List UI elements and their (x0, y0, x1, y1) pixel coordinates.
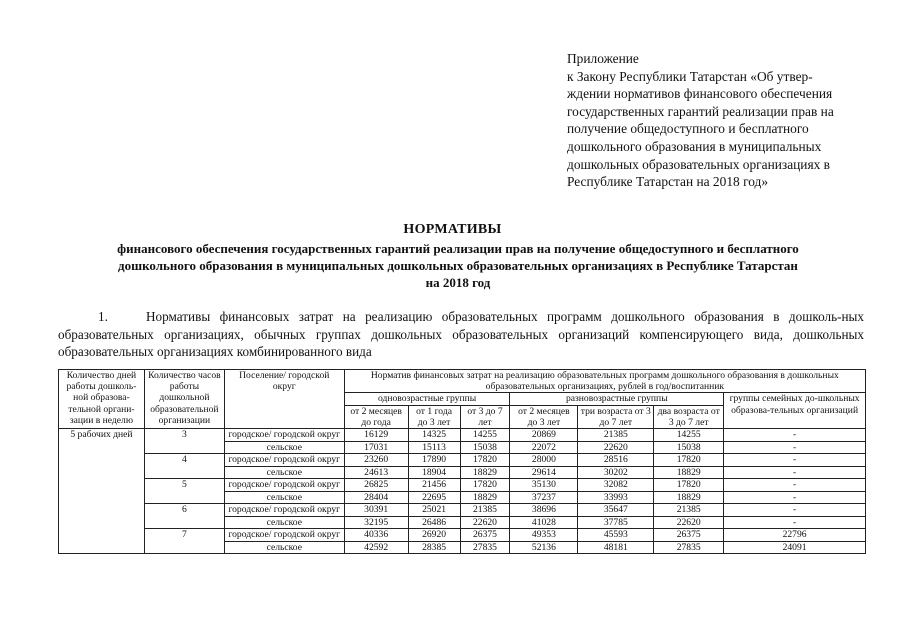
cell-value: 35647 (578, 504, 654, 517)
cell-settlement: сельское (224, 466, 344, 479)
cell-value: 27835 (460, 541, 510, 554)
cell-value: 22796 (724, 529, 866, 542)
cell-value: 17820 (460, 454, 510, 467)
subtitle-line: дошкольного образования в муниципальных дошкольных образовательных организациях в Республике Татарстан (118, 258, 798, 273)
cell-value: 37785 (578, 516, 654, 529)
cell-value: 27835 (654, 541, 724, 554)
table-row (59, 529, 866, 542)
cell-value: - (724, 454, 866, 467)
header-same-age: одновозрастные группы (344, 393, 510, 405)
cell-settlement: городское/ городской округ (224, 504, 344, 517)
cell-settlement: городское/ городской округ (224, 454, 344, 467)
cell-value: 25021 (408, 504, 460, 517)
cell-value: 52136 (510, 541, 578, 554)
cell-value: 17820 (654, 454, 724, 467)
table-row (59, 479, 866, 492)
header-mixed-age: разновозрастные группы (510, 393, 724, 405)
cell-value: 21385 (460, 504, 510, 517)
cell-value: 18829 (654, 491, 724, 504)
cell-value: 23260 (344, 454, 408, 467)
document-title: НОРМАТИВЫ (403, 222, 502, 237)
appendix-line: дошкольного образования в муниципальных (567, 138, 822, 154)
subtitle-line: финансового обеспечения государственных гарантий реализации прав на получение общедоступного и бесплатного (117, 241, 799, 256)
cell-value: 17820 (654, 479, 724, 492)
paragraph-text: Нормативы финансовых затрат на реализацию образовательных программ дошкольного образования в дошколь-ных образовательных организациях, обычных группах дошкольных образовательных организаций компенсирующего вида, дошкольных образовательных организациях комбинированного вида (58, 309, 864, 359)
cell-settlement: сельское (224, 541, 344, 554)
cell-value: 28000 (510, 454, 578, 467)
appendix-line: Приложение (567, 51, 639, 66)
cell-settlement: городское/ городской округ (224, 529, 344, 542)
appendix-line: к Закону Республики Татарстан «Об утвер- (567, 68, 813, 84)
header-col4: от 2 месяцев до 3 лет (510, 405, 578, 428)
cell-value: 14325 (408, 429, 460, 442)
cell-value: 18829 (460, 491, 510, 504)
cell-value: 18829 (654, 466, 724, 479)
header-col3: от 3 до 7 лет (460, 405, 510, 428)
cell-value: 26486 (408, 516, 460, 529)
cell-value: 18904 (408, 466, 460, 479)
cell-value: - (724, 491, 866, 504)
cell-value: 14255 (460, 429, 510, 442)
cell-value: 28404 (344, 491, 408, 504)
cell-value: - (724, 479, 866, 492)
document-subtitle (58, 240, 858, 291)
cell-value: - (724, 504, 866, 517)
cell-settlement: городское/ городской округ (224, 479, 344, 492)
cell-value: 28385 (408, 541, 460, 554)
cell-settlement: сельское (224, 441, 344, 454)
header-norm: Норматив финансовых затрат на реализацию образовательных программ дошкольного образования в дошкольных образовательных организациях, рублей в год/воспитанник (344, 370, 865, 393)
appendix-note (567, 50, 870, 191)
normatives-table (58, 369, 866, 554)
header-col5: три возраста от 3 до 7 лет (578, 405, 654, 428)
cell-value: 45593 (578, 529, 654, 542)
cell-value: 17890 (408, 454, 460, 467)
appendix-line: государственных гарантий реализации прав на (567, 103, 834, 119)
cell-value: 21456 (408, 479, 460, 492)
cell-value: 42592 (344, 541, 408, 554)
header-col6: два возраста от 3 до 7 лет (654, 405, 724, 428)
table-body (59, 429, 866, 554)
cell-hours: 7 (144, 529, 224, 554)
cell-value: 26375 (460, 529, 510, 542)
appendix-line: дошкольных образовательных организациях в (567, 156, 830, 172)
cell-value: - (724, 441, 866, 454)
cell-value: 15038 (460, 441, 510, 454)
cell-value: 40336 (344, 529, 408, 542)
header-col1: от 2 месяцев до года (344, 405, 408, 428)
cell-value: 26375 (654, 529, 724, 542)
cell-value: - (724, 466, 866, 479)
cell-value: 38696 (510, 504, 578, 517)
cell-value: 37237 (510, 491, 578, 504)
table-row (59, 504, 866, 517)
appendix-line: ждении нормативов финансового обеспечения (567, 86, 833, 102)
table-row (59, 429, 866, 442)
cell-value: 17820 (460, 479, 510, 492)
paragraph-1 (58, 308, 864, 361)
cell-hours: 4 (144, 454, 224, 479)
cell-value: 22620 (460, 516, 510, 529)
header-family: группы семейных до-школьных образова-тельных организаций (724, 393, 866, 429)
cell-value: 15113 (408, 441, 460, 454)
paragraph-number: 1. (98, 309, 108, 324)
cell-days: 5 рабочих дней (59, 429, 145, 554)
cell-value: 22072 (510, 441, 578, 454)
cell-value: 30391 (344, 504, 408, 517)
cell-value: 21385 (578, 429, 654, 442)
cell-value: 20869 (510, 429, 578, 442)
cell-settlement: сельское (224, 516, 344, 529)
cell-value: 41028 (510, 516, 578, 529)
cell-value: 29614 (510, 466, 578, 479)
header-days: Количество дней работы дошколь-ной образова-тельной органи-зации в неделю (59, 370, 145, 429)
cell-value: 32195 (344, 516, 408, 529)
appendix-line: Республике Татарстан на 2018 год» (567, 174, 769, 190)
cell-value: 48181 (578, 541, 654, 554)
cell-value: 32082 (578, 479, 654, 492)
cell-value: 16129 (344, 429, 408, 442)
cell-value: 49353 (510, 529, 578, 542)
cell-settlement: городское/ городской округ (224, 429, 344, 442)
cell-hours: 3 (144, 429, 224, 454)
cell-value: - (724, 516, 866, 529)
cell-value: 17031 (344, 441, 408, 454)
cell-value: 14255 (654, 429, 724, 442)
cell-settlement: сельское (224, 491, 344, 504)
cell-hours: 6 (144, 504, 224, 529)
cell-value: 22620 (578, 441, 654, 454)
cell-value: 33993 (578, 491, 654, 504)
table-row (59, 454, 866, 467)
header-settlement: Поселение/ городской округ (224, 370, 344, 429)
cell-value: - (724, 429, 866, 442)
cell-value: 22695 (408, 491, 460, 504)
cell-value: 24091 (724, 541, 866, 554)
cell-hours: 5 (144, 479, 224, 504)
cell-value: 35130 (510, 479, 578, 492)
cell-value: 26825 (344, 479, 408, 492)
cell-value: 28516 (578, 454, 654, 467)
cell-value: 24613 (344, 466, 408, 479)
cell-value: 18829 (460, 466, 510, 479)
cell-value: 15038 (654, 441, 724, 454)
header-col2: от 1 года до 3 лет (408, 405, 460, 428)
cell-value: 30202 (578, 466, 654, 479)
cell-value: 26920 (408, 529, 460, 542)
cell-value: 22620 (654, 516, 724, 529)
appendix-line: получение общедоступного и бесплатного (567, 121, 809, 137)
cell-value: 21385 (654, 504, 724, 517)
header-hours: Количество часов работы дошкольной образовательной организации (144, 370, 224, 429)
subtitle-line: на 2018 год (425, 275, 491, 290)
